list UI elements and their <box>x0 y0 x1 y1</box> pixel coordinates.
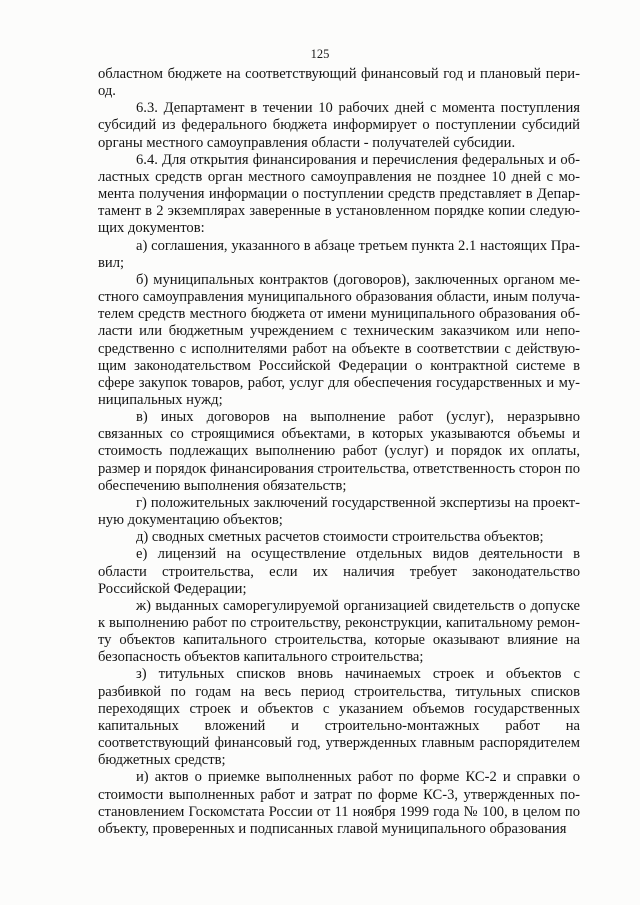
list-item-d: д) сводных сметных расчетов стоимости строительства объектов; <box>136 529 544 546</box>
list-item-g: г) положительных заключений государственной экспертизы на проектную документацию объектов; <box>98 494 580 529</box>
list-item-i: и) актов о приемке выполненных работ по форме КС-2 и справки о стоимости выполненных работ и затрат по форме КС-3, утвержденных постановлением Госкомстата России от 11 ноября 1999 года № 100, в целом по объекту, проверенных и подписанных главой муниципального образования <box>98 769 580 837</box>
document-body <box>98 66 580 838</box>
list-item-z: з) титульных списков вновь начинаемых строек и объектов с разбивкой по годам на весь период строительства, титульных списков переходящих строек и объектов с указанием объемов государственных капитальных вложений и строительно-монтажных работ на соответствующий финансовый год, утвержденных главным распорядителем бюджетных средств; <box>98 666 580 769</box>
list-item-v: в) иных договоров на выполнение работ (услуг), неразрывно связанных со строящимися объектами, в которых указываются объемы и стоимость подлежащих выполнению работ (услуг) и порядок их оплаты, размер и порядок финансирования строительства, ответственность сторон по обеспечению выполнения обязательств; <box>98 409 580 494</box>
list-item-b: б) муниципальных контрактов (договоров), заключенных органом местного самоуправления муниципального образования области, иным получателем средств местного бюджета от имени муниципального образования области или бюджетным учреждением с техническим заказчиком или непосредственно с исполнителями работ на объекте в соответствии с действующим законодательством Российской Федерации о контрактной системе в сфере закупок товаров, работ, услуг для обеспечения государственных и муниципальных нужд; <box>98 271 580 408</box>
list-item-a: а) соглашения, указанного в абзаце третьем пункта 2.1 настоящих Правил; <box>98 237 580 271</box>
paragraph-6-3: 6.3. Департамент в течении 10 рабочих дней с момента поступления субсидий из федерального бюджета информирует о поступлении субсидий органы местного самоуправления области - получателей субсидии. <box>98 100 580 151</box>
list-item-e: е) лицензий на осуществление отдельных видов деятельности в области строительства, если их наличия требует законодательство Российской Федерации; <box>98 546 580 597</box>
page-number: 125 <box>310 47 330 61</box>
list-item-zh: ж) выданных саморегулируемой организацией свидетельств о допуске к выполнению работ по строительству, реконструкции, капитальному ремонту объектов капитального строительства, которые оказывают влияние на безопасность объектов капитального строительства; <box>98 597 580 666</box>
paragraph-6-4: 6.4. Для открытия финансирования и перечисления федеральных и областных средств орган местного самоуправления не позднее 10 дней с момента получения информации о поступлении средств представляет в Департамент в 2 экземплярах заверенные в установленном порядке копии следующих документов: <box>98 151 580 237</box>
paragraph-continuation: областном бюджете на соответствующий финансовый год и плановый период. <box>98 66 580 100</box>
